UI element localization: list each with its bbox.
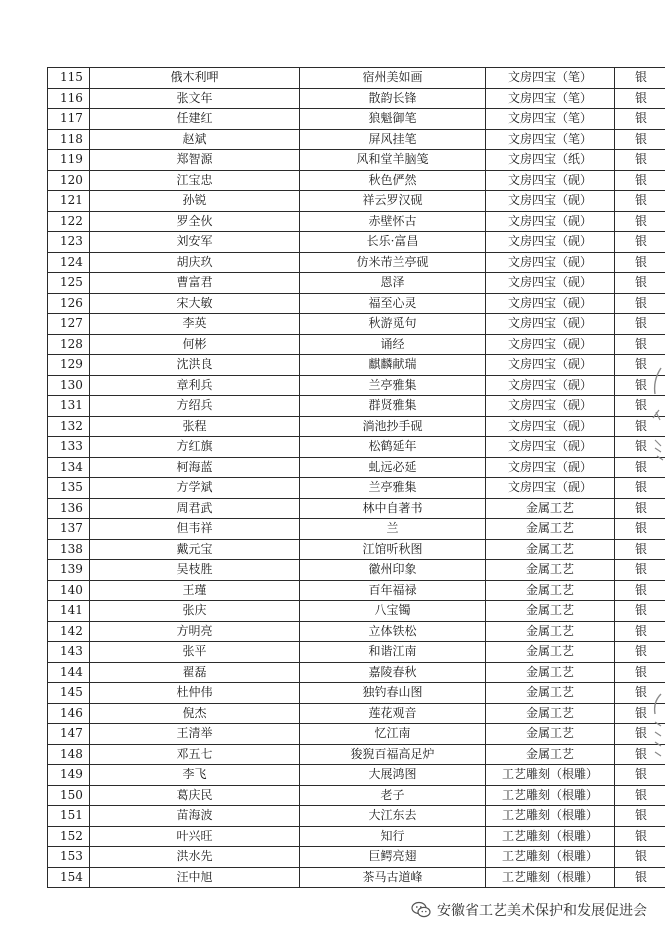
work-title: 仿米芾兰亭砚 — [300, 252, 486, 273]
artist-name: 张平 — [90, 642, 300, 663]
award-level: 银 — [615, 375, 665, 396]
row-number: 137 — [48, 519, 90, 540]
row-number: 133 — [48, 437, 90, 458]
craft-category: 金属工艺 — [486, 539, 615, 560]
craft-category: 文房四宝（砚） — [486, 293, 615, 314]
seal-fragment-top — [647, 360, 665, 490]
craft-category: 文房四宝（笔） — [486, 109, 615, 130]
work-title: 兰亭雅集 — [300, 478, 486, 499]
row-number: 146 — [48, 703, 90, 724]
work-title: 江馆听秋图 — [300, 539, 486, 560]
row-number: 148 — [48, 744, 90, 765]
craft-category: 文房四宝（砚） — [486, 273, 615, 294]
craft-category: 文房四宝（砚） — [486, 355, 615, 376]
table-row — [48, 806, 665, 827]
work-title: 祥云罗汉砚 — [300, 191, 486, 212]
award-level: 银 — [615, 334, 665, 355]
row-number: 151 — [48, 806, 90, 827]
row-number: 122 — [48, 211, 90, 232]
work-title: 知行 — [300, 826, 486, 847]
award-level: 银 — [615, 560, 665, 581]
table-row — [48, 847, 665, 868]
award-level: 银 — [615, 703, 665, 724]
row-number: 130 — [48, 375, 90, 396]
table-row — [48, 334, 665, 355]
row-number: 150 — [48, 785, 90, 806]
artist-name: 但韦祥 — [90, 519, 300, 540]
table-row — [48, 293, 665, 314]
artist-name: 洪水先 — [90, 847, 300, 868]
artist-name: 苗海波 — [90, 806, 300, 827]
row-number: 115 — [48, 68, 90, 89]
table-row — [48, 375, 665, 396]
award-level: 银 — [615, 211, 665, 232]
row-number: 125 — [48, 273, 90, 294]
row-number: 123 — [48, 232, 90, 253]
award-level: 银 — [615, 129, 665, 150]
award-level: 银 — [615, 191, 665, 212]
award-level: 银 — [615, 744, 665, 765]
artist-name: 葛庆民 — [90, 785, 300, 806]
work-title: 徽州印象 — [300, 560, 486, 581]
table-row — [48, 437, 665, 458]
row-number: 126 — [48, 293, 90, 314]
work-title: 老子 — [300, 785, 486, 806]
craft-category: 文房四宝（砚） — [486, 191, 615, 212]
row-number: 121 — [48, 191, 90, 212]
award-level: 银 — [615, 621, 665, 642]
award-level: 银 — [615, 109, 665, 130]
table-row — [48, 724, 665, 745]
table-row — [48, 826, 665, 847]
row-number: 134 — [48, 457, 90, 478]
work-title: 兰 — [300, 519, 486, 540]
work-title: 恩泽 — [300, 273, 486, 294]
row-number: 153 — [48, 847, 90, 868]
award-level: 银 — [615, 150, 665, 171]
craft-category: 金属工艺 — [486, 662, 615, 683]
award-level: 银 — [615, 232, 665, 253]
table-row — [48, 191, 665, 212]
table-row — [48, 867, 665, 888]
artist-name: 何彬 — [90, 334, 300, 355]
work-title: 百年福禄 — [300, 580, 486, 601]
artist-name: 李飞 — [90, 765, 300, 786]
craft-category: 文房四宝（砚） — [486, 457, 615, 478]
work-title: 大展鸿图 — [300, 765, 486, 786]
craft-category: 金属工艺 — [486, 498, 615, 519]
artist-name: 翟磊 — [90, 662, 300, 683]
craft-category: 文房四宝（砚） — [486, 396, 615, 417]
artist-name: 赵斌 — [90, 129, 300, 150]
row-number: 120 — [48, 170, 90, 191]
artist-name: 方红旗 — [90, 437, 300, 458]
work-title: 松鹤延年 — [300, 437, 486, 458]
award-table-body — [48, 68, 665, 888]
row-number: 119 — [48, 150, 90, 171]
craft-category: 金属工艺 — [486, 724, 615, 745]
craft-category: 金属工艺 — [486, 560, 615, 581]
table-row — [48, 621, 665, 642]
craft-category: 金属工艺 — [486, 642, 615, 663]
table-row — [48, 68, 665, 89]
work-title: 秋游觅句 — [300, 314, 486, 335]
work-title: 嘉陵春秋 — [300, 662, 486, 683]
craft-category: 文房四宝（砚） — [486, 437, 615, 458]
seal-fragment-bottom — [647, 690, 665, 780]
table-row — [48, 273, 665, 294]
award-level: 银 — [615, 314, 665, 335]
craft-category: 金属工艺 — [486, 519, 615, 540]
work-title: 忆江南 — [300, 724, 486, 745]
award-level: 银 — [615, 806, 665, 827]
row-number: 124 — [48, 252, 90, 273]
craft-category: 金属工艺 — [486, 744, 615, 765]
craft-category: 工艺雕刻（根雕） — [486, 765, 615, 786]
row-number: 152 — [48, 826, 90, 847]
award-level: 银 — [615, 396, 665, 417]
wechat-icon — [411, 901, 431, 919]
table-row — [48, 580, 665, 601]
table-row — [48, 478, 665, 499]
craft-category: 文房四宝（砚） — [486, 314, 615, 335]
artist-name: 方学斌 — [90, 478, 300, 499]
artist-name: 方明亮 — [90, 621, 300, 642]
row-number: 141 — [48, 601, 90, 622]
craft-category: 文房四宝（砚） — [486, 211, 615, 232]
work-title: 立体铁松 — [300, 621, 486, 642]
award-level: 银 — [615, 683, 665, 704]
artist-name: 章利兵 — [90, 375, 300, 396]
table-row — [48, 539, 665, 560]
work-title: 独钓春山图 — [300, 683, 486, 704]
artist-name: 柯海蓝 — [90, 457, 300, 478]
award-level: 银 — [615, 867, 665, 888]
craft-category: 文房四宝（笔） — [486, 68, 615, 89]
artist-name: 杜仲伟 — [90, 683, 300, 704]
artist-name: 王清举 — [90, 724, 300, 745]
award-level: 银 — [615, 539, 665, 560]
work-title: 福至心灵 — [300, 293, 486, 314]
work-title: 散韵长锋 — [300, 88, 486, 109]
artist-name: 胡庆玖 — [90, 252, 300, 273]
craft-category: 工艺雕刻（根雕） — [486, 826, 615, 847]
craft-category: 工艺雕刻（根雕） — [486, 867, 615, 888]
artist-name: 宋大敏 — [90, 293, 300, 314]
artist-name: 江宝忠 — [90, 170, 300, 191]
award-level: 银 — [615, 273, 665, 294]
work-title: 巨鳄亮翅 — [300, 847, 486, 868]
artist-name: 王瑾 — [90, 580, 300, 601]
row-number: 131 — [48, 396, 90, 417]
work-title: 屏风挂笔 — [300, 129, 486, 150]
table-row — [48, 703, 665, 724]
artist-name: 张庆 — [90, 601, 300, 622]
wechat-watermark — [411, 899, 647, 921]
artist-name: 刘安军 — [90, 232, 300, 253]
artist-name: 李英 — [90, 314, 300, 335]
craft-category: 文房四宝（砚） — [486, 416, 615, 437]
craft-category: 文房四宝（砚） — [486, 252, 615, 273]
table-row — [48, 642, 665, 663]
row-number: 116 — [48, 88, 90, 109]
row-number: 138 — [48, 539, 90, 560]
work-title: 和谐江南 — [300, 642, 486, 663]
artist-name: 吴枝胜 — [90, 560, 300, 581]
artist-name: 俄木利呷 — [90, 68, 300, 89]
artist-name: 任建红 — [90, 109, 300, 130]
award-level: 银 — [615, 416, 665, 437]
table-row — [48, 129, 665, 150]
craft-category: 工艺雕刻（根雕） — [486, 806, 615, 827]
work-title: 林中自著书 — [300, 498, 486, 519]
row-number: 129 — [48, 355, 90, 376]
award-level: 银 — [615, 847, 665, 868]
artist-name: 叶兴旺 — [90, 826, 300, 847]
row-number: 128 — [48, 334, 90, 355]
row-number: 139 — [48, 560, 90, 581]
award-level: 银 — [615, 601, 665, 622]
work-title: 麒麟献瑞 — [300, 355, 486, 376]
row-number: 147 — [48, 724, 90, 745]
craft-category: 金属工艺 — [486, 683, 615, 704]
award-level: 银 — [615, 437, 665, 458]
row-number: 127 — [48, 314, 90, 335]
award-level: 银 — [615, 519, 665, 540]
table-row — [48, 601, 665, 622]
work-title: 秋色俨然 — [300, 170, 486, 191]
artist-name: 沈洪良 — [90, 355, 300, 376]
award-level: 银 — [615, 88, 665, 109]
table-row — [48, 355, 665, 376]
row-number: 142 — [48, 621, 90, 642]
award-level: 银 — [615, 355, 665, 376]
table-row — [48, 211, 665, 232]
award-table — [47, 67, 665, 888]
award-level: 银 — [615, 642, 665, 663]
award-level: 银 — [615, 826, 665, 847]
award-level: 银 — [615, 785, 665, 806]
table-row — [48, 519, 665, 540]
row-number: 143 — [48, 642, 90, 663]
work-title: 长乐·富昌 — [300, 232, 486, 253]
table-row — [48, 560, 665, 581]
artist-name: 曹富君 — [90, 273, 300, 294]
work-title: 诵经 — [300, 334, 486, 355]
work-title: 八宝镯 — [300, 601, 486, 622]
table-row — [48, 109, 665, 130]
artist-name: 郑智源 — [90, 150, 300, 171]
work-title: 风和堂羊脑笺 — [300, 150, 486, 171]
table-row — [48, 683, 665, 704]
award-level: 银 — [615, 293, 665, 314]
craft-category: 文房四宝（砚） — [486, 478, 615, 499]
craft-category: 文房四宝（笔） — [486, 129, 615, 150]
table-row — [48, 314, 665, 335]
craft-category: 文房四宝（纸） — [486, 150, 615, 171]
artist-name: 汪中旭 — [90, 867, 300, 888]
work-title: 淌池抄手砚 — [300, 416, 486, 437]
work-title: 宿州美如画 — [300, 68, 486, 89]
row-number: 135 — [48, 478, 90, 499]
work-title: 大江东去 — [300, 806, 486, 827]
craft-category: 金属工艺 — [486, 621, 615, 642]
award-level: 银 — [615, 724, 665, 745]
award-level: 银 — [615, 662, 665, 683]
award-level: 银 — [615, 580, 665, 601]
award-level: 银 — [615, 68, 665, 89]
row-number: 132 — [48, 416, 90, 437]
artist-name: 罗全伙 — [90, 211, 300, 232]
row-number: 149 — [48, 765, 90, 786]
table-row — [48, 662, 665, 683]
table-row — [48, 457, 665, 478]
work-title: 茶马古道峰 — [300, 867, 486, 888]
craft-category: 金属工艺 — [486, 601, 615, 622]
table-row — [48, 170, 665, 191]
award-level: 银 — [615, 498, 665, 519]
table-row — [48, 498, 665, 519]
craft-category: 工艺雕刻（根雕） — [486, 847, 615, 868]
artist-name: 倪杰 — [90, 703, 300, 724]
artist-name: 张文年 — [90, 88, 300, 109]
work-title: 狼魁御笔 — [300, 109, 486, 130]
row-number: 144 — [48, 662, 90, 683]
table-row — [48, 88, 665, 109]
award-level: 银 — [615, 252, 665, 273]
award-level: 银 — [615, 765, 665, 786]
craft-category: 文房四宝（笔） — [486, 88, 615, 109]
artist-name: 孙锐 — [90, 191, 300, 212]
table-row — [48, 232, 665, 253]
table-row — [48, 765, 665, 786]
table-row — [48, 744, 665, 765]
table-row — [48, 252, 665, 273]
craft-category: 文房四宝（砚） — [486, 375, 615, 396]
craft-category: 文房四宝（砚） — [486, 170, 615, 191]
work-title: 兰亭雅集 — [300, 375, 486, 396]
row-number: 140 — [48, 580, 90, 601]
artist-name: 邓五七 — [90, 744, 300, 765]
work-title: 虬远必延 — [300, 457, 486, 478]
table-row — [48, 150, 665, 171]
work-title: 群贤雅集 — [300, 396, 486, 417]
craft-category: 文房四宝（砚） — [486, 334, 615, 355]
work-title: 莲花观音 — [300, 703, 486, 724]
craft-category: 文房四宝（砚） — [486, 232, 615, 253]
table-row — [48, 416, 665, 437]
watermark-text: 安徽省工艺美术保护和发展促进会 — [437, 903, 647, 919]
artist-name: 方绍兵 — [90, 396, 300, 417]
artist-name: 张程 — [90, 416, 300, 437]
work-title: 赤壁怀古 — [300, 211, 486, 232]
table-row — [48, 396, 665, 417]
award-level: 银 — [615, 478, 665, 499]
row-number: 136 — [48, 498, 90, 519]
craft-category: 金属工艺 — [486, 703, 615, 724]
row-number: 117 — [48, 109, 90, 130]
craft-category: 工艺雕刻（根雕） — [486, 785, 615, 806]
row-number: 154 — [48, 867, 90, 888]
table-row — [48, 785, 665, 806]
award-level: 银 — [615, 170, 665, 191]
row-number: 118 — [48, 129, 90, 150]
row-number: 145 — [48, 683, 90, 704]
work-title: 狻猊百福高足炉 — [300, 744, 486, 765]
craft-category: 金属工艺 — [486, 580, 615, 601]
award-level: 银 — [615, 457, 665, 478]
artist-name: 戴元宝 — [90, 539, 300, 560]
artist-name: 周君武 — [90, 498, 300, 519]
